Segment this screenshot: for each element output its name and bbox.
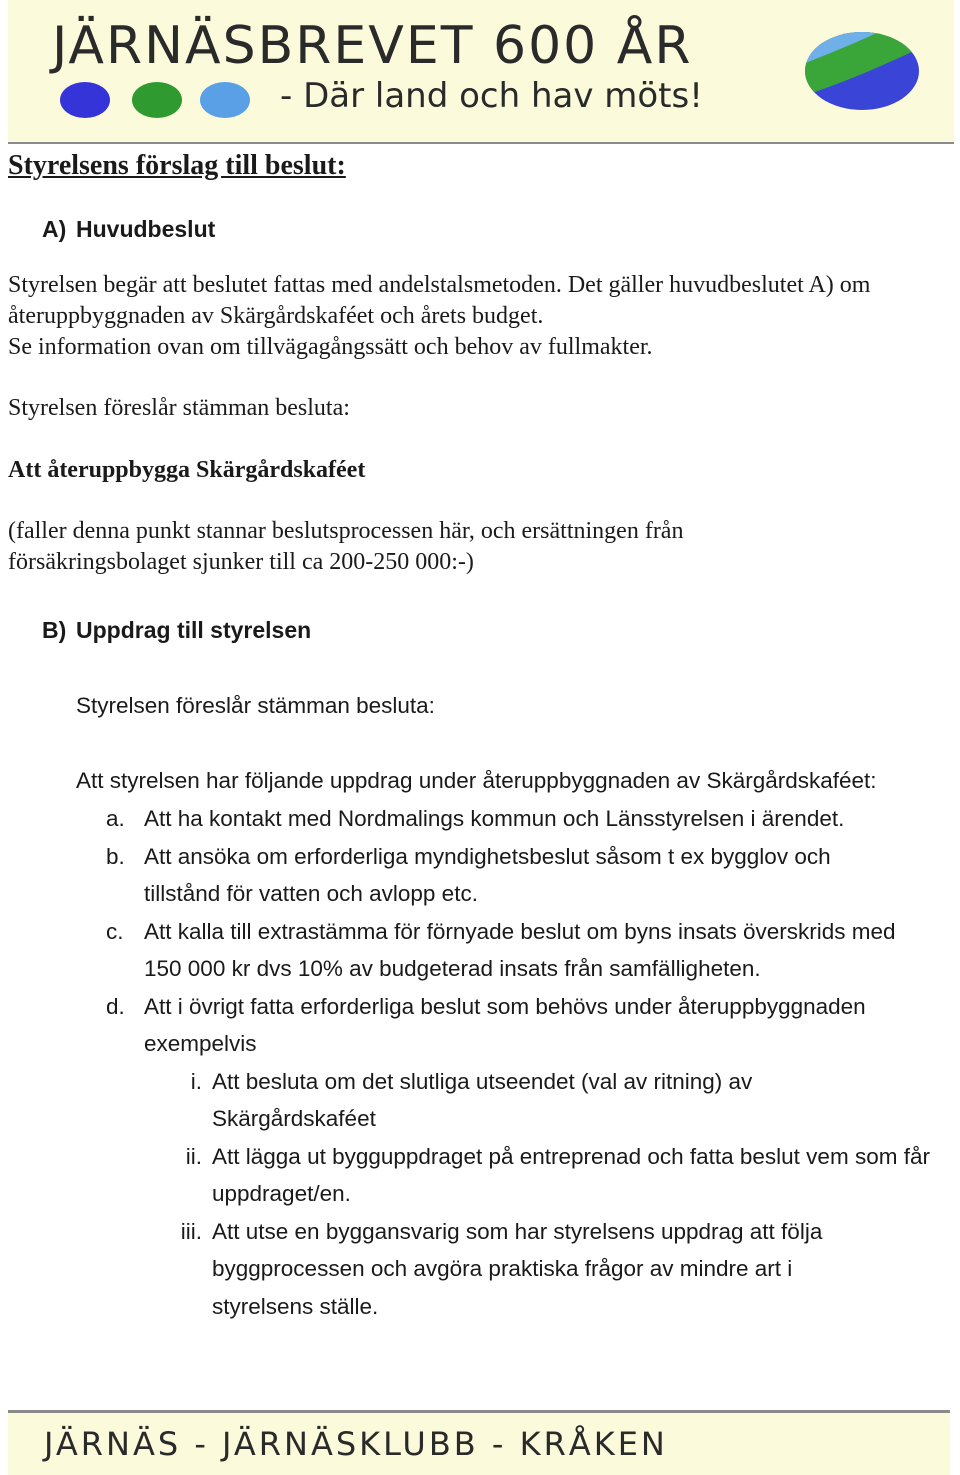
section-a-note: (faller denna punkt stannar beslutsprocessen här, och ersättningen från försäkringsbolaget sjunker till ca 200-250 000:-) <box>8 518 684 575</box>
list-marker: b. <box>106 843 125 869</box>
footer-text: JÄRNÄS - JÄRNÄSKLUBB - KRÅKEN <box>44 1425 668 1463</box>
section-b-intro: Att styrelsen har följande uppdrag under återuppbyggnaden av Skärgårdskaféet: <box>76 768 877 793</box>
list-marker: c. <box>106 918 124 944</box>
sub-list-marker: i. <box>190 1068 202 1094</box>
green-dot-icon <box>132 82 182 118</box>
section-a-title: Huvudbeslut <box>76 216 216 242</box>
list-item <box>106 838 956 913</box>
list-item-text: Att i övrigt fatta erforderliga beslut som behövs under återuppbyggnaden exempelvis <box>144 993 866 1056</box>
sub-list-item-text: Att besluta om det slutliga utseendet (val av ritning) av Skärgårdskaféet <box>212 1068 753 1131</box>
section-a-heading <box>42 216 215 243</box>
sub-list-item <box>144 1063 956 1138</box>
sub-list-marker: ii. <box>185 1143 202 1169</box>
list-item <box>106 800 956 838</box>
list-item-text: Att kalla till extrastämma för förnyade beslut om byns insats överskrids med 150 000 kr dvs 10% av budgeterad insats från samfälligheten. <box>144 918 896 981</box>
list-item-text: Att ha kontakt med Nordmalings kommun och Länsstyrelsen i ärendet. <box>144 806 845 831</box>
section-a-label: A) <box>42 216 67 242</box>
land-sea-globe-icon <box>803 30 921 112</box>
list-marker: d. <box>106 993 125 1019</box>
sub-list-item <box>144 1213 956 1326</box>
section-b-label: B) <box>42 617 67 643</box>
sub-list <box>106 1063 956 1326</box>
andelstal-paragraph: Styrelsen begär att beslutet fattas med andelstalsmetoden. Det gäller huvudbeslutet A) om återuppbyggnaden av Skärgårdskaféet och årets budget. <box>8 272 871 329</box>
sub-list-item-text: Att utse en byggansvarig som har styrelsens uppdrag att följa byggprocessen och avgöra praktiska frågor av mindre art i styrelsens ställe. <box>212 1218 823 1319</box>
fullmakt-paragraph: Se information ovan om tillvägagångssätt och behov av fullmakter. <box>8 334 653 360</box>
banner-title: JÄRNÄSBREVET 600 ÅR <box>52 16 693 76</box>
sub-list-item <box>144 1138 956 1213</box>
footer-banner <box>8 1410 950 1475</box>
list-item <box>106 913 956 988</box>
banner-subtitle: - Där land och hav möts! <box>280 76 703 116</box>
light-blue-dot-icon <box>200 82 250 118</box>
section-a-propose: Styrelsen föreslår stämman besluta: <box>8 395 350 421</box>
sub-list-item-text: Att lägga ut bygguppdraget på entreprenad och fatta beslut vem som får uppdraget/en. <box>212 1143 930 1206</box>
header-banner <box>8 0 954 144</box>
assignment-list <box>106 800 956 1325</box>
section-a-decision: Att återuppbygga Skärgårdskaféet <box>8 457 366 483</box>
list-item <box>106 988 956 1063</box>
sub-list-marker: iii. <box>180 1218 202 1244</box>
page-title: Styrelsens förslag till beslut: <box>8 150 346 181</box>
blue-dot-icon <box>60 82 110 118</box>
section-b-heading <box>42 617 311 644</box>
section-b-title: Uppdrag till styrelsen <box>76 617 312 643</box>
list-marker: a. <box>106 806 125 831</box>
list-item-text: Att ansöka om erforderliga myndighetsbeslut såsom t ex bygglov och tillstånd för vatten och avlopp etc. <box>144 843 831 906</box>
section-b-propose: Styrelsen föreslår stämman besluta: <box>76 693 435 718</box>
